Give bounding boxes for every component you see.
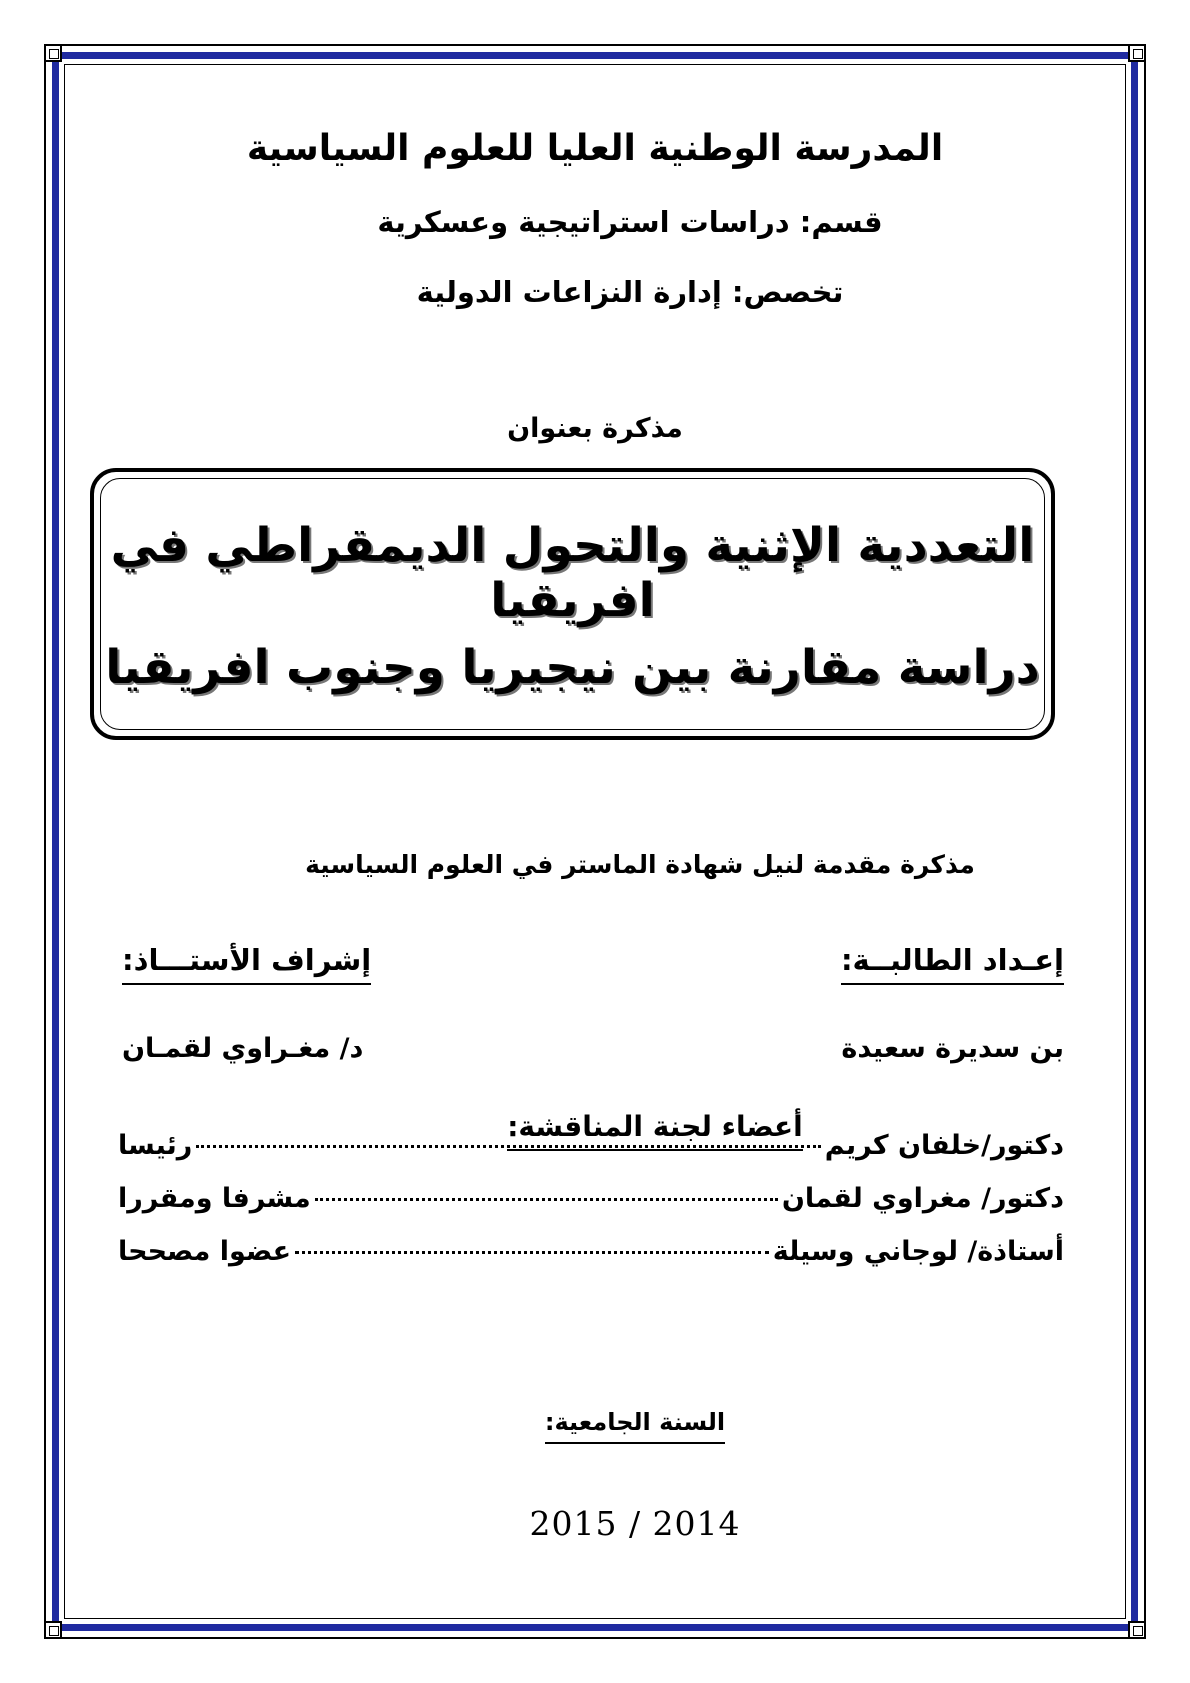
supervisor-name: د/ مغـراوي لقمـان [122, 1033, 364, 1064]
frame-corner-top-right [1128, 44, 1146, 62]
supervisor-label [122, 943, 371, 985]
supervisor-label-text: إشراف الأستـــاذ: [122, 943, 371, 985]
frame-corner-top-left [44, 44, 62, 62]
thesis-title-line-2: دراسة مقارنة بين نيجيريا وجنوب افريقيا [105, 640, 1040, 695]
member-name: دكتور/ مغراوي لقمان [781, 1183, 1064, 1214]
member-name: أستاذة/ لوجاني وسيلة [772, 1236, 1064, 1267]
dotted-leader [295, 1251, 769, 1254]
memo-label: مذكرة بعنوان [507, 413, 683, 444]
school-name: المدرسة الوطنية العليا للعلوم السياسية [246, 128, 944, 169]
student-label-text: إعـداد الطالبــة: [841, 943, 1064, 985]
title-box [90, 468, 1055, 740]
committee-member [118, 1183, 1064, 1214]
committee-member [118, 1130, 1064, 1161]
committee-title-text: أعضاء لجنة المناقشة: [507, 1110, 803, 1151]
member-role: رئيسا [118, 1130, 193, 1161]
member-name: دكتور/خلفان كريم [824, 1130, 1064, 1161]
department: قسم: دراسات استراتيجية وعسكرية [377, 205, 883, 239]
student-name: بن سديرة سعيدة [841, 1033, 1064, 1064]
degree-statement: مذكرة مقدمة لنيل شهادة الماستر في العلوم السياسية [305, 850, 975, 879]
member-role: مشرفا ومقررا [118, 1183, 311, 1214]
dotted-leader [315, 1198, 778, 1201]
specialty: تخصص: إدارة النزاعات الدولية [416, 275, 844, 309]
member-role: عضوا مصححا [118, 1236, 292, 1267]
academic-year-label [0, 1408, 1190, 1444]
academic-year-label-text: السنة الجامعية: [545, 1408, 725, 1444]
committee-member [118, 1236, 1064, 1267]
academic-year-value: 2015 / 2014 [529, 1504, 741, 1543]
student-label [841, 943, 1064, 985]
dotted-leader [196, 1145, 820, 1148]
frame-corner-bottom-left [44, 1621, 62, 1639]
frame-corner-bottom-right [1128, 1621, 1146, 1639]
thesis-title-line-1: التعددية الإثنية والتحول الديمقراطي في افريقيا [110, 518, 1035, 628]
